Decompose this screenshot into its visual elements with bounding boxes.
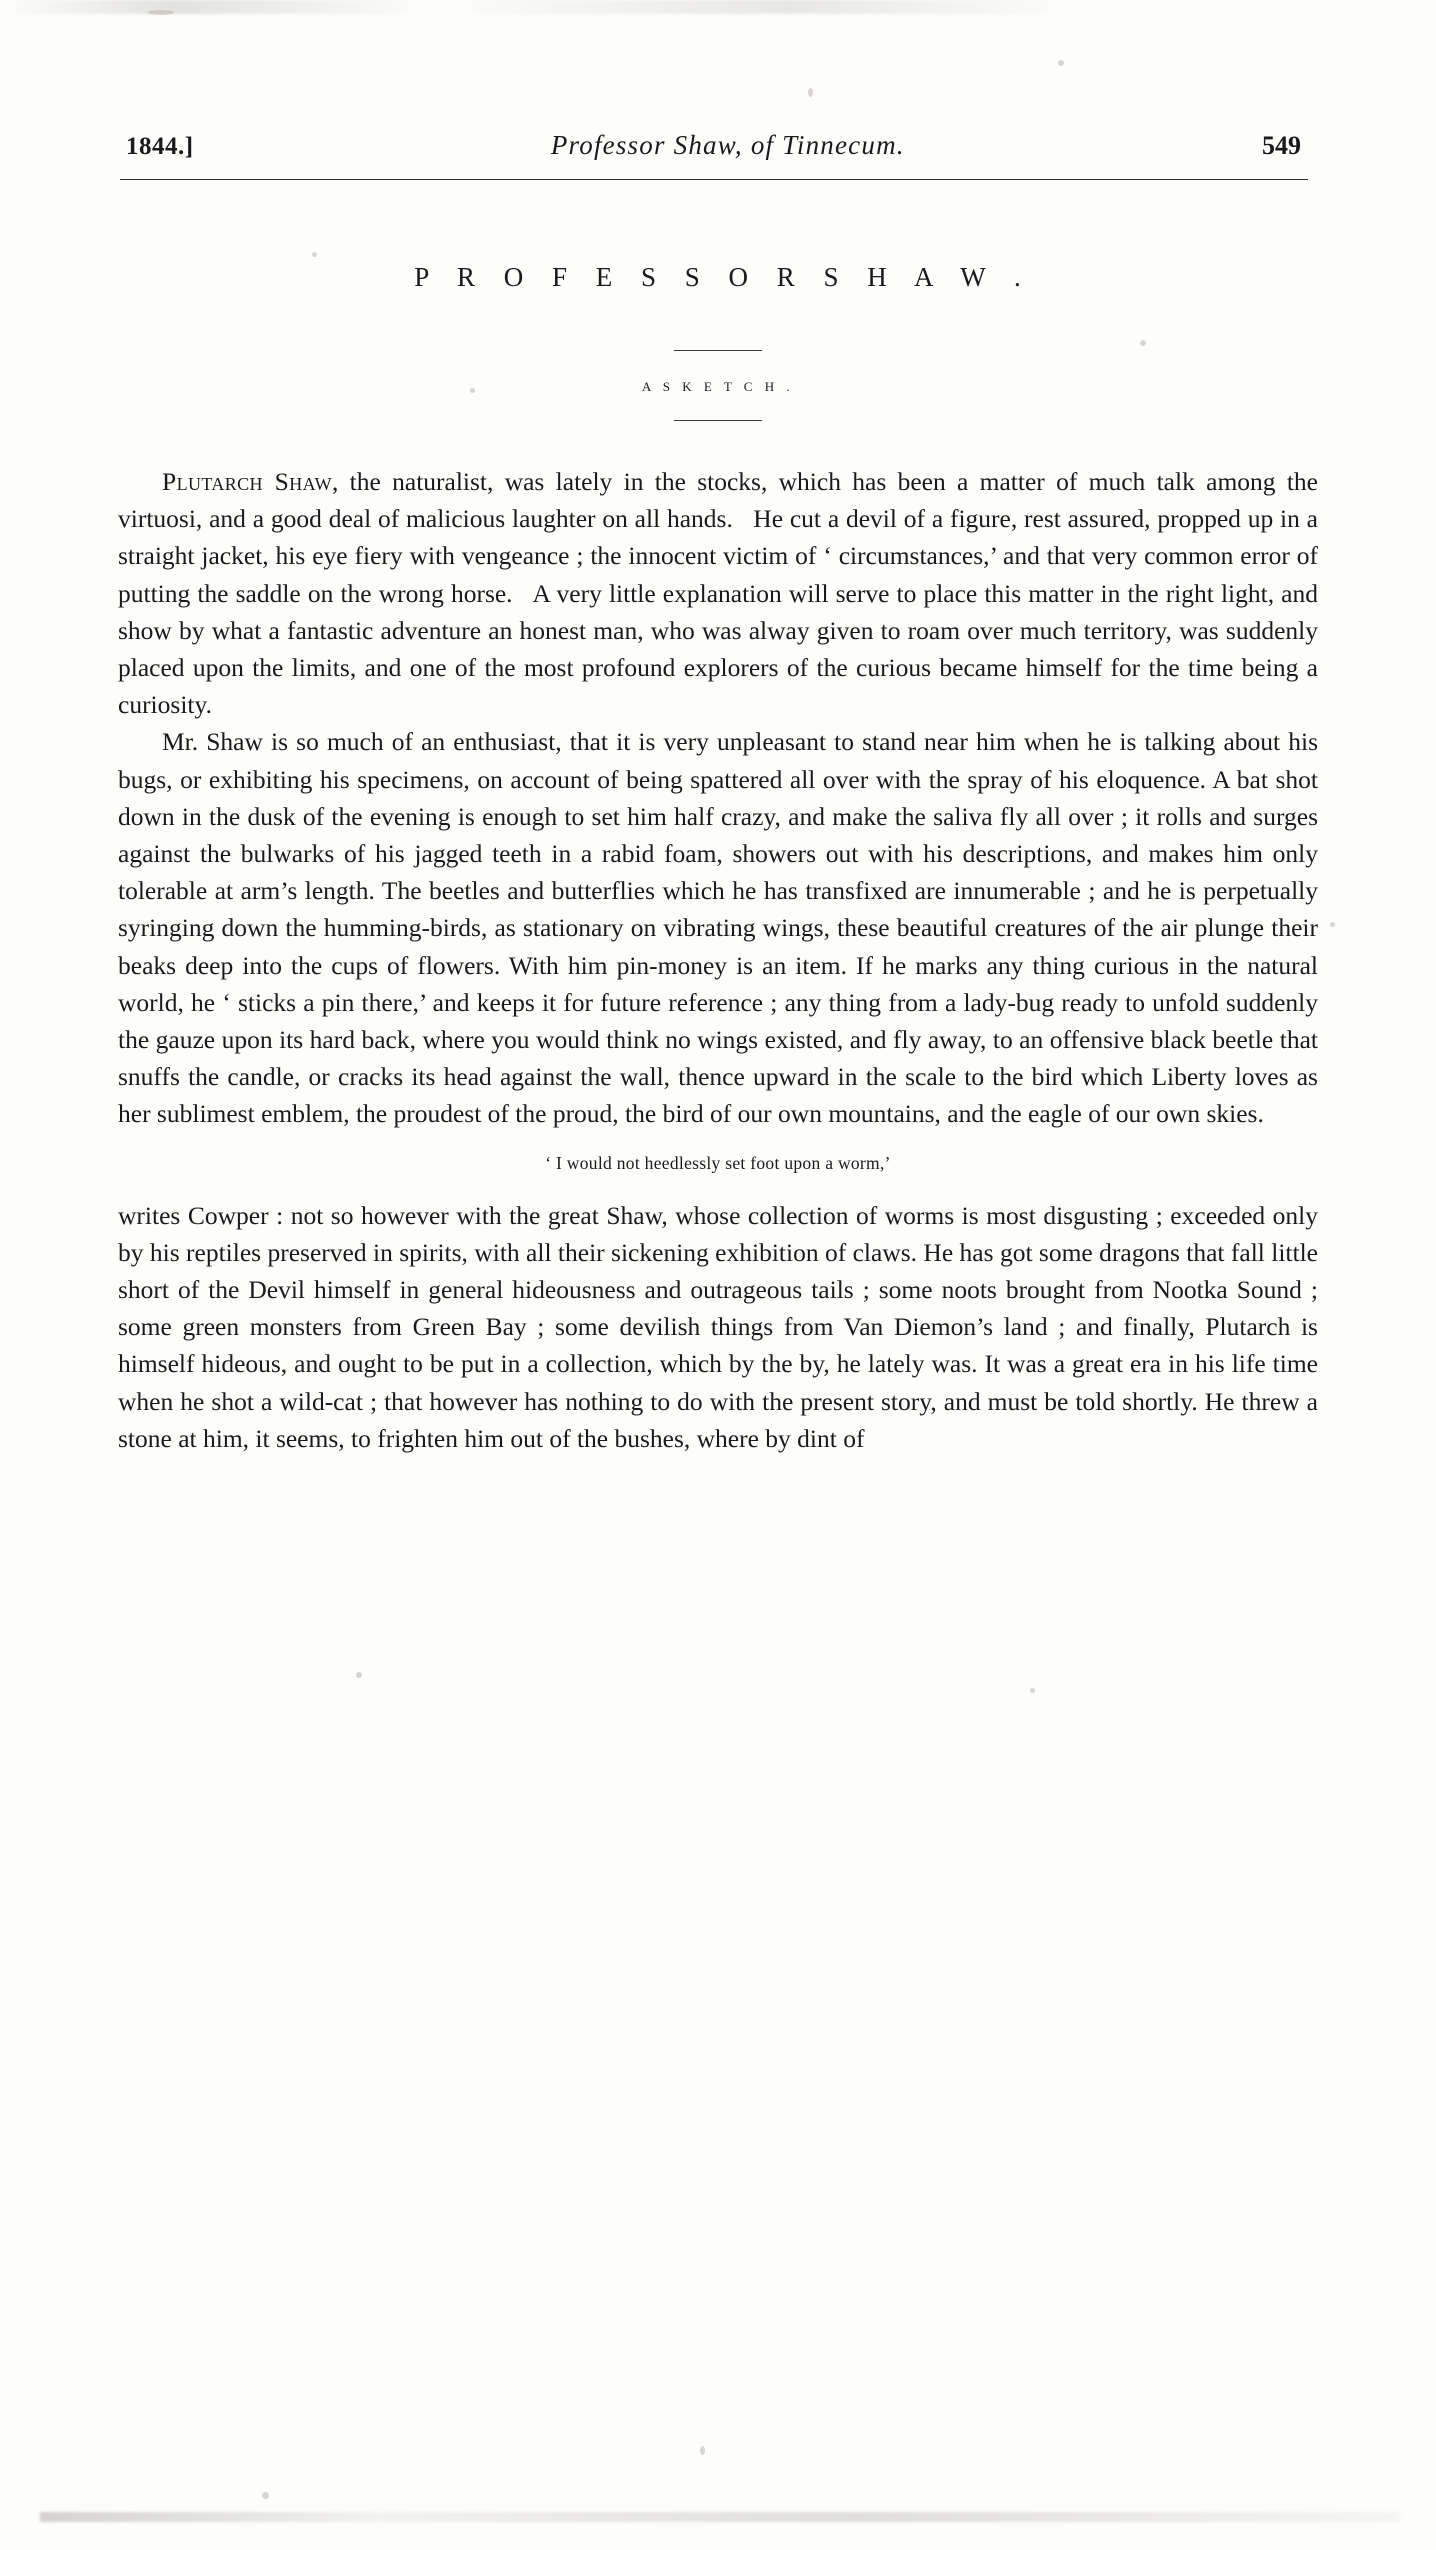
scan-speck	[1030, 1688, 1035, 1693]
page-number: 549	[1262, 131, 1301, 160]
scan-speck	[1330, 922, 1335, 927]
paragraph-3: writes Cowper : not so however with the great Shaw, whose collection of worms is most disgusting ; exceeded only by his reptiles preserved in spirits, with all their sickening exhibition of claws. He has got some dragons that fall little short of the Devil himself in general hideousness and outrageous tails ; some noots brought from Nootka Sound ; some green monsters from Green Bay ; some devilish things from Van Diemon’s land ; and finally, Plutarch is himself hideous, and ought to be put in a collection, which by the by, he lately was. It was a great era in his life time when he shot a wild-cat ; that however has nothing to do with the present story, and must be told shortly. He threw a stone at him, it seems, to frighten him out of the bushes, where by dint of	[118, 1200, 1318, 1453]
closing-block	[118, 1197, 1318, 1457]
header-divider	[120, 179, 1308, 180]
running-head-title: Professor Shaw, of Tinnecum.	[550, 130, 905, 160]
scan-speck	[262, 2492, 269, 2499]
scan-speck	[356, 1672, 362, 1678]
scan-speck	[700, 2446, 705, 2455]
article-title: P R O F E S S O R S H A W .	[414, 262, 1032, 292]
scan-speck	[148, 10, 174, 15]
running-head	[126, 130, 1301, 161]
running-head-year: 1844.]	[126, 133, 194, 160]
opening-smallcaps: Plutarch Shaw	[162, 467, 332, 496]
scan-speck	[1058, 60, 1064, 66]
article-subtitle: A S K E T C H .	[641, 379, 795, 394]
rule-above-subtitle	[674, 350, 762, 351]
rule-below-subtitle	[674, 420, 762, 421]
verse-quote: ‘ I would not heedlessly set foot upon a worm,’	[545, 1152, 891, 1173]
scan-speck	[808, 88, 813, 97]
page-content	[118, 130, 1318, 1457]
paragraph-2: Mr. Shaw is so much of an enthusiast, that it is very unpleasant to stand near him when he is talking about his bugs, or exhibiting his specimens, on account of being spattered all over with the spray of his eloquence. A bat shot down in the dusk of the evening is enough to set him half crazy, and make the saliva fly all over ; it rolls and surges against the bulwarks of his jagged teeth in a rabid foam, showers out with his descriptions, and makes him only tolerable at arm’s length. The beetles and butterflies which he has transfixed are innumerable ; and he is perpetually syringing down the humming-birds, as stationary on vibrating wings, these beautiful creatures of the air plunge their beaks deep into the cups of flowers. With him pin-money is an item. If he marks any thing curious in the natural world, he ‘ sticks a pin there,’ and keeps it for future reference ; any thing from a lady-bug ready to unfold suddenly the gauze upon its hard back, where you would think no wings existed, and fly away, to an offensive black beetle that snuffs the candle, or cracks its head against the wall, thence upward in the scale to the bird which Liberty loves as her sublimest emblem, the proudest of the proud, the bird of our own mountains, and the eagle of our own skies.	[118, 727, 1318, 1129]
scan-artifact-top	[0, 0, 1436, 14]
article-body	[118, 463, 1318, 1457]
paragraph-1-text: , the naturalist, was lately in the stocks, which has	[331, 467, 887, 496]
subtitle-block	[118, 341, 1318, 429]
scan-artifact-bottom	[40, 2512, 1400, 2522]
paragraph-1: Plutarch Shaw, the naturalist, was lately in the stocks, which has been a matter of much talk among the virtuosi, and a good deal of malicious laughter on all hands. He cut a devil of a figure, rest assured, propped up in a straight jacket, his eye fiery with vengeance ; the innocent victim of ‘ circumstances,’ and that very common error of putting the saddle on the wrong horse. A very little explanation will serve to place this matter in the right light, and show by what a fantastic adventure an honest man, who was alway given to roam over much territory, was suddenly placed upon the limits, and one of the most profound explorers of the curious became himself for the time being a curiosity.	[118, 467, 1318, 720]
